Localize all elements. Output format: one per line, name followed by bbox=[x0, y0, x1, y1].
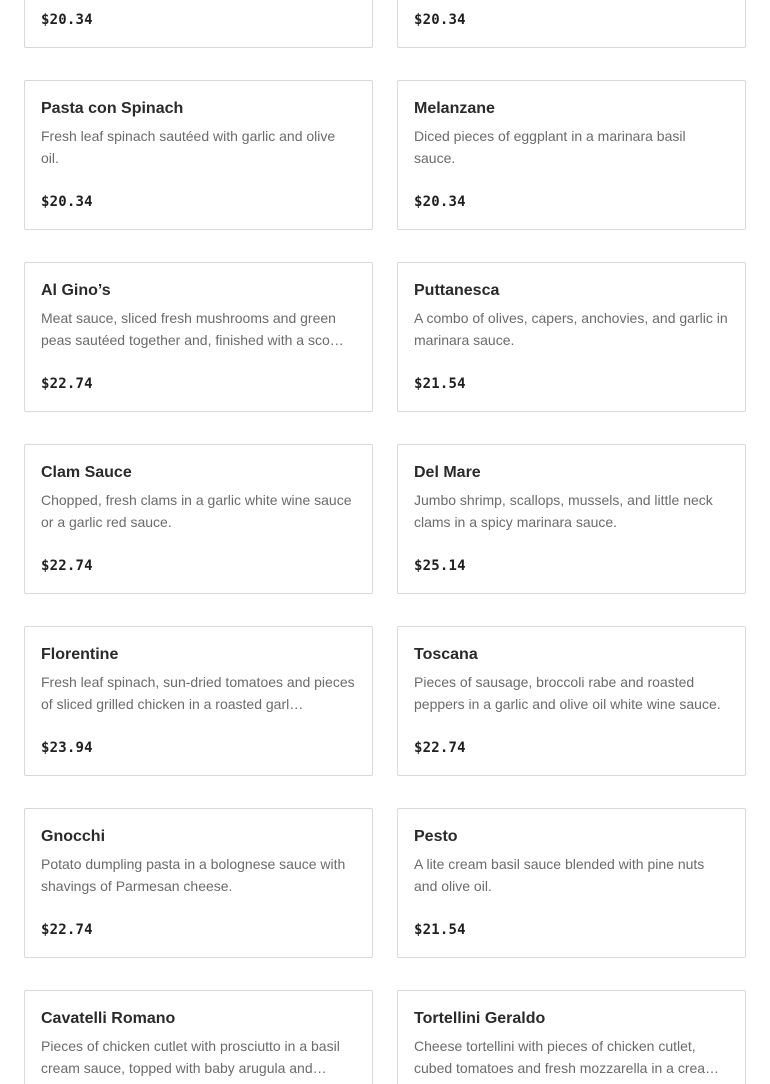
menu-item-price: $20.34 bbox=[41, 194, 93, 210]
menu-item-description: Meat sauce, sliced fresh mushrooms and green peas sautéed together and, finished with a sco… bbox=[41, 310, 344, 348]
menu-item-description: A lite cream basil sauce blended with pine nuts and olive oil. bbox=[414, 856, 705, 894]
menu-item-name: Al Gino’s bbox=[41, 282, 111, 299]
menu-item-price: $22.74 bbox=[414, 740, 466, 756]
menu-item-price: $21.54 bbox=[414, 376, 466, 392]
menu-item-price: $22.74 bbox=[41, 922, 93, 938]
menu-item-name: Del Mare bbox=[414, 464, 481, 481]
menu-item-price: $25.14 bbox=[414, 558, 466, 574]
menu-item-description: Pieces of sausage, broccoli rabe and roasted peppers in a garlic and olive oil white wine sauce. bbox=[414, 674, 721, 712]
menu-item-description: Chopped, fresh clams in a garlic white wine sauce or a garlic red sauce. bbox=[41, 492, 352, 530]
menu-item-price: $20.34 bbox=[41, 12, 93, 28]
menu-item-price: $20.34 bbox=[414, 194, 466, 210]
menu-item-name: Gnocchi bbox=[41, 828, 106, 845]
menu-item-card[interactable] bbox=[397, 626, 746, 776]
menu-item-card[interactable] bbox=[24, 444, 373, 594]
menu-item-description: Cheese tortellini with pieces of chicken cutlet, cubed tomatoes and fresh mozzarella in a crea… bbox=[414, 1038, 720, 1076]
menu-item-name: Clam Sauce bbox=[41, 464, 132, 481]
menu-item-description: Jumbo shrimp, scallops, mussels, and little neck clams in a spicy marinara sauce. bbox=[414, 492, 713, 530]
menu-item-card[interactable] bbox=[24, 0, 373, 48]
menu-item-card[interactable] bbox=[397, 80, 746, 230]
menu-item-name: Melanzane bbox=[414, 100, 495, 117]
menu-item-description: Diced pieces of eggplant in a marinara basil sauce. bbox=[414, 128, 686, 166]
menu-item-price: $22.74 bbox=[41, 376, 93, 392]
menu-item-card[interactable] bbox=[24, 80, 373, 230]
menu-item-card[interactable] bbox=[397, 990, 746, 1084]
menu-item-name: Toscana bbox=[414, 646, 478, 663]
menu-item-price: $20.34 bbox=[414, 12, 466, 28]
menu-item-name: Pesto bbox=[414, 828, 458, 845]
menu-item-description: A combo of olives, capers, anchovies, and garlic in marinara sauce. bbox=[414, 310, 728, 348]
menu-item-name: Florentine bbox=[41, 646, 119, 663]
menu-item-card[interactable] bbox=[397, 262, 746, 412]
menu-item-card[interactable] bbox=[24, 808, 373, 958]
menu-item-card[interactable] bbox=[24, 626, 373, 776]
menu-item-name: Pasta con Spinach bbox=[41, 100, 184, 117]
menu-item-card[interactable] bbox=[24, 990, 373, 1084]
menu-item-card[interactable] bbox=[397, 808, 746, 958]
menu-item-price: $21.54 bbox=[414, 922, 466, 938]
menu-item-name: Puttanesca bbox=[414, 282, 500, 299]
menu-items-grid bbox=[24, 0, 746, 1084]
menu-item-description: Fresh leaf spinach, sun-dried tomatoes and pieces of sliced grilled chicken in a roasted garl… bbox=[41, 674, 355, 712]
menu-item-price: $22.74 bbox=[41, 558, 93, 574]
menu-item-card[interactable] bbox=[24, 262, 373, 412]
menu-item-name: Tortellini Geraldo bbox=[414, 1010, 546, 1027]
menu-item-description: Pieces of chicken cutlet with prosciutto in a basil cream sauce, topped with baby arugula and… bbox=[41, 1038, 340, 1076]
menu-item-description: Fresh leaf spinach sautéed with garlic and olive oil. bbox=[41, 128, 336, 166]
menu-item-description: Potato dumpling pasta in a bolognese sauce with shavings of Parmesan cheese. bbox=[41, 856, 346, 894]
menu-item-card[interactable] bbox=[397, 444, 746, 594]
menu-item-card[interactable] bbox=[397, 0, 746, 48]
menu-item-name: Cavatelli Romano bbox=[41, 1010, 176, 1027]
menu-item-price: $23.94 bbox=[41, 740, 93, 756]
